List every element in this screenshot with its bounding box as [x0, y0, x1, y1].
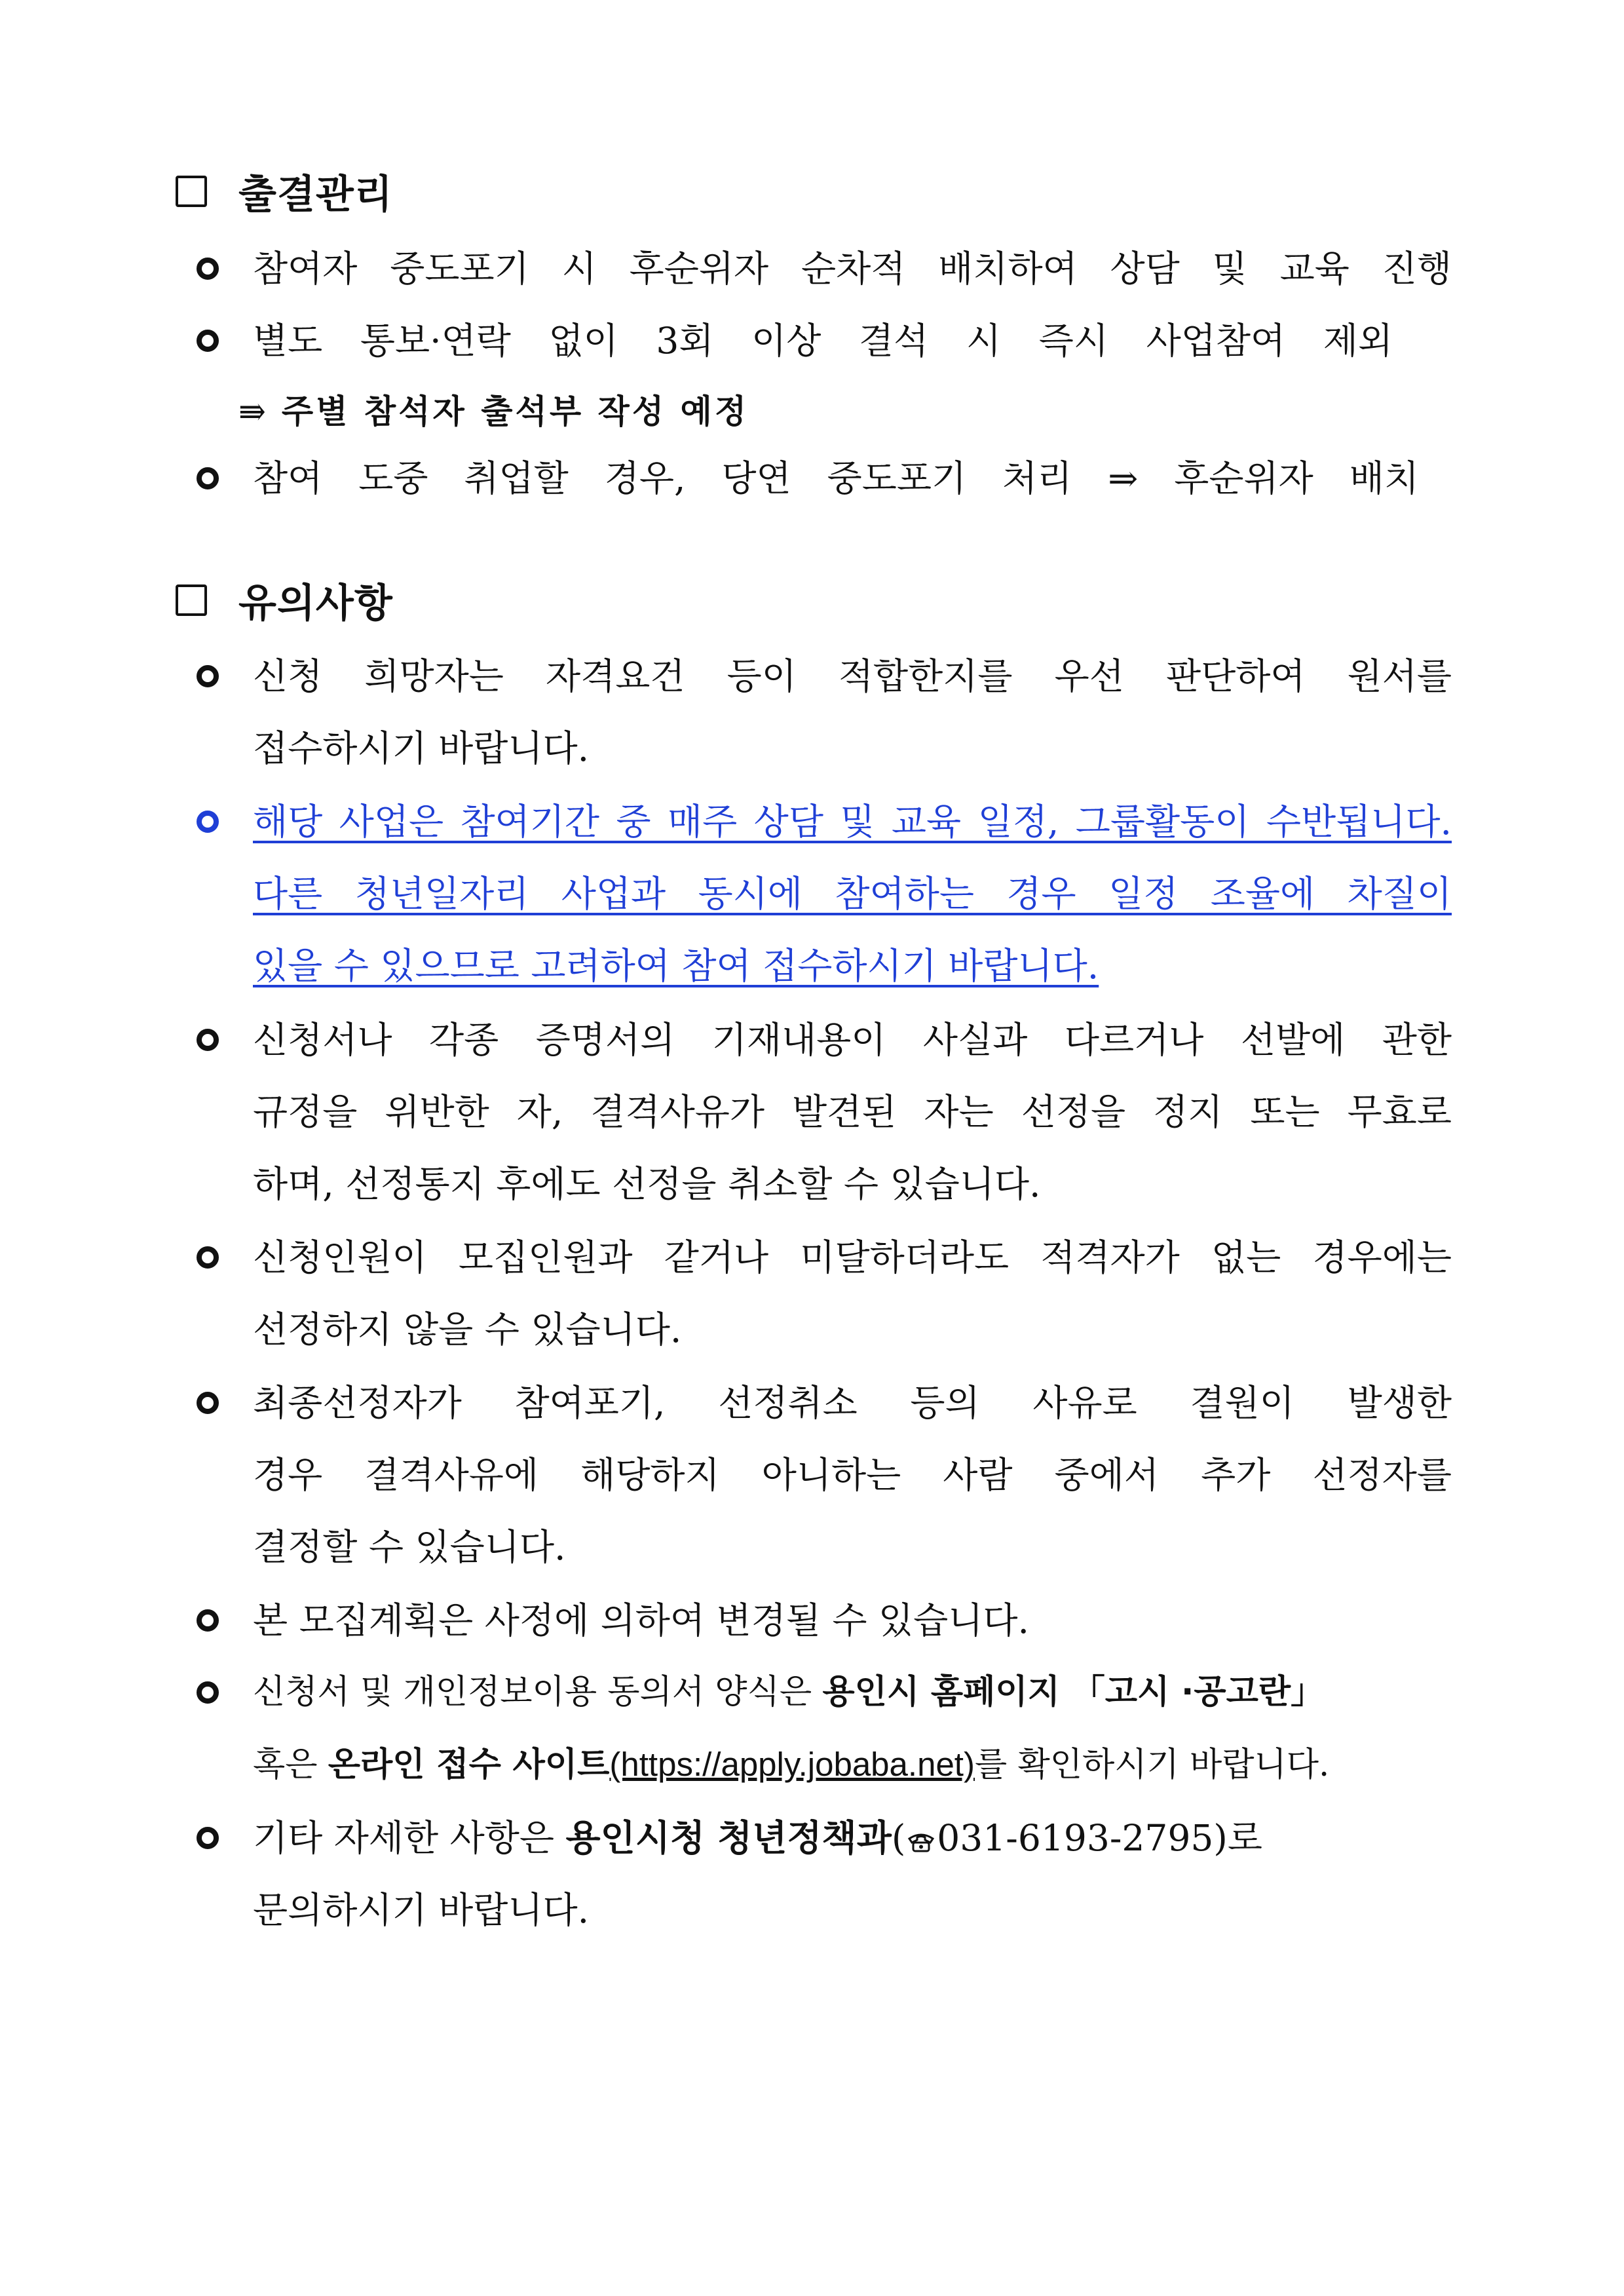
circle-bullet-icon	[197, 1029, 219, 1051]
circle-bullet-icon	[197, 330, 219, 352]
list-item-line: 하며, 선정통지 후에도 선정을 취소할 수 있습니다.	[253, 1163, 1041, 1205]
list-item-line: 신청인원이 모집인원과 같거나 미달하더라도 적격자가 없는 경우에는	[253, 1236, 1452, 1278]
highlight-line: 해당 사업은 참여기간 중 매주 상담 및 교육 일정, 그룹활동이 수반됩니다.	[253, 801, 1452, 843]
list-item-line	[253, 1812, 1452, 1864]
circle-bullet-icon	[197, 1392, 219, 1414]
sub-note-text: 주별 참석자 출석부 작성 예정	[281, 392, 749, 430]
homepage-reference: 용인시 홈페이지 「고시 ·공고란」	[822, 1673, 1325, 1712]
list-item-line: 결정할 수 있습니다.	[253, 1526, 566, 1568]
list-item: 참여자 중도포기 시 후순위자 순차적 배치하여 상담 및 교육 진행	[253, 248, 1452, 290]
circle-bullet-icon	[197, 1681, 219, 1704]
circle-bullet-icon	[197, 811, 219, 833]
list-item-line: 본 모집계획은 사정에 의하여 변경될 수 있습니다.	[253, 1599, 1029, 1641]
list-item: 별도 통보·연락 없이 3회 이상 결석 시 즉시 사업참여 제외	[253, 320, 1393, 362]
phone-number: 031-6193-2795	[937, 1817, 1214, 1859]
section-heading-attendance	[176, 165, 393, 218]
sub-note	[238, 385, 749, 438]
list-item-line: 규정을 위반한 자, 결격사유가 발견된 자는 선정을 정지 또는 무효로	[253, 1091, 1452, 1133]
highlight-line: 있을 수 있으므로 고려하여 참여 접수하시기 바랍니다.	[253, 945, 1099, 987]
list-item-line	[253, 1738, 1452, 1791]
section-title: 유의사항	[238, 581, 393, 626]
text-segment: 혹은	[253, 1746, 328, 1784]
online-site-label: 온라인 접수 사이트	[328, 1746, 610, 1784]
checkbox-icon	[176, 584, 207, 616]
text-segment: 신청서 및 개인정보이용 동의서 양식은	[253, 1673, 823, 1712]
apply-site-link[interactable]: (https://apply.jobaba.net)	[609, 1746, 975, 1783]
list-item-line: 경우 결격사유에 해당하지 아니하는 사람 중에서 추가 선정자를	[253, 1454, 1452, 1496]
department-name: 용인시청 청년정책과	[565, 1817, 892, 1859]
list-item-line: 신청 희망자는 자격요건 등이 적합한지를 우선 판단하여 원서를	[253, 655, 1452, 697]
checkbox-icon	[176, 176, 207, 207]
circle-bullet-icon	[197, 1827, 219, 1849]
circle-bullet-icon	[197, 1246, 219, 1269]
circle-bullet-icon	[197, 1609, 219, 1632]
circle-bullet-icon	[197, 665, 219, 687]
double-arrow-icon: ⇛	[238, 392, 266, 430]
text-segment: 를 확인하시기 바랍니다.	[974, 1746, 1330, 1784]
highlight-line: 다른 청년일자리 사업과 동시에 참여하는 경우 일정 조율에 차질이	[253, 873, 1452, 915]
list-item-line: 신청서나 각종 증명서의 기재내용이 사실과 다르거나 선발에 관한	[253, 1019, 1452, 1061]
text-segment: 기타 자세한 사항은	[253, 1817, 566, 1859]
list-item: 참여 도중 취업할 경우, 당연 중도포기 처리 ⇒ 후순위자 배치	[253, 457, 1419, 499]
section-title: 출결관리	[238, 172, 393, 218]
text-segment: (	[891, 1817, 906, 1859]
telephone-icon	[907, 1814, 935, 1837]
circle-bullet-icon	[197, 258, 219, 280]
section-heading-notes	[176, 574, 393, 626]
text-segment: )로	[1213, 1817, 1262, 1859]
list-item-line: 문의하시기 바랍니다.	[253, 1889, 590, 1931]
list-item-line	[253, 1666, 1452, 1719]
list-item-line: 최종선정자가 참여포기, 선정취소 등의 사유로 결원이 발생한	[253, 1382, 1452, 1424]
circle-bullet-icon	[197, 467, 219, 489]
list-item-line: 접수하시기 바랍니다.	[253, 727, 590, 769]
list-item-line: 선정하지 않을 수 있습니다.	[253, 1309, 682, 1350]
